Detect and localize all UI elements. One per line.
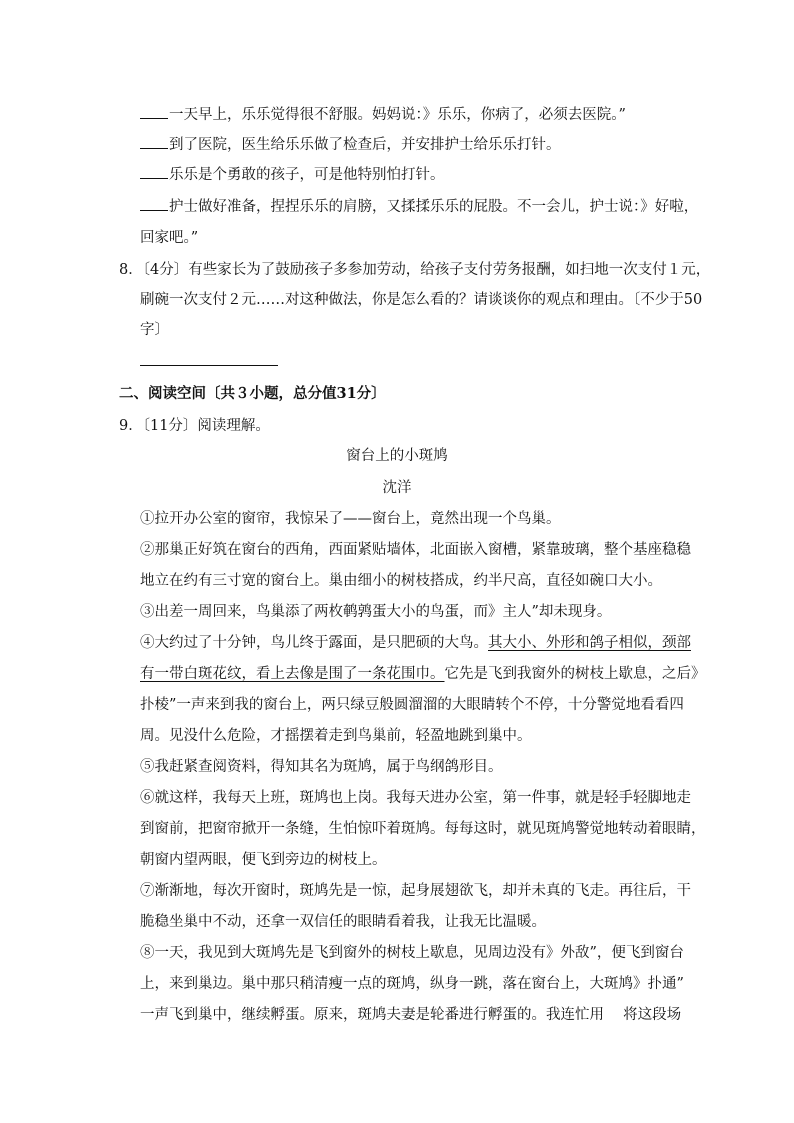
story-text: 一天早上，乐乐觉得很不舒服。妈妈说：》乐乐，你病了，必须去医院。”: [169, 107, 626, 123]
article-title: 窗台上的小斑鸠: [346, 448, 448, 464]
paragraph-8-line-3: 一声飞到巢中，继续孵蛋。原来，斑鸠夫妻是轮番进行孵蛋的。我连忙用 将这段场: [140, 1007, 682, 1023]
q9-label: 9．〔11分〕阅读理解。: [119, 418, 270, 434]
story-line-2: [140, 134, 561, 155]
fill-blank[interactable]: [140, 104, 168, 119]
q8-line-3: 字〕: [140, 322, 169, 338]
paragraph-2-line-2: 地立在约有三寸宽的窗台上。巢由细小的树枝搭成，约半尺高，直径如碗口大小。: [140, 573, 662, 589]
p4-text: ④大约过了十分钟，鸟儿终于露面，是只肥硕的大鸟。: [140, 635, 488, 651]
p4-underlined-text: 有一带白斑花纹，看上去像是围了一条花围巾。: [140, 666, 445, 682]
paragraph-2-line-1: ②那巢正好筑在窗台的西角，西面紧贴墙体，北面嵌入窗槽，紧靠玻璃，整个基座稳稳: [140, 542, 691, 558]
story-text: 护士做好准备，捏捏乐乐的肩膀，又揉揉乐乐的屁股。不一会儿，护士说：》好啦，: [169, 199, 699, 215]
p4-text: 它先是飞到我窗外的树枝上歇息，之后》: [444, 666, 706, 682]
story-line-5: 回家吧。”: [140, 230, 199, 246]
fill-blank[interactable]: [140, 164, 168, 179]
story-text: 乐乐是个勇敢的孩子，可是他特别怕打针。: [169, 167, 445, 183]
paragraph-4-line-1: [140, 633, 691, 653]
section-title: 二、阅读空间〔共３小题，总分值31分〕: [119, 385, 386, 402]
paragraph-6-line-3: 朝窗内望两眼，便飞到旁边的树枝上。: [140, 852, 387, 868]
story-line-1: [140, 104, 626, 125]
article-author: 沈洋: [382, 480, 412, 496]
story-line-3: [140, 164, 445, 185]
paragraph-5: ⑤我赶紧查阅资料，得知其名为斑鸠，属于鸟纲鸽形目。: [140, 759, 503, 775]
fill-blank[interactable]: [140, 196, 168, 211]
paragraph-3: ③出差一周回来，鸟巢添了两枚鹌鹑蛋大小的鸟蛋，而》主人”却未现身。: [140, 604, 612, 620]
paragraph-8-line-1: ⑧一天，我见到大斑鸠先是飞到窗外的树枝上歇息，见周边没有》外敌”，便飞到窗台: [140, 945, 684, 961]
paragraph-6-line-1: ⑥就这样，我每天上班，斑鸠也上岗。我每天进办公室，第一件事，就是轻手轻脚地走: [140, 790, 691, 806]
paragraph-4-line-2: [140, 664, 706, 684]
fill-blank[interactable]: [140, 134, 168, 149]
paragraph-6-line-2: 到窗前，把窗帘掀开一条缝，生怕惊吓着斑鸠。每每这时，就见斑鸠警觉地转动着眼睛，: [140, 821, 706, 837]
paragraph-1: ①拉开办公室的窗帘，我惊呆了——窗台上，竟然出现一个鸟巢。: [140, 511, 561, 527]
paragraph-7-line-2: 脆稳坐巢中不动，还拿一双信任的眼睛看着我，让我无比温暖。: [140, 914, 546, 930]
q8-line-2: 刷碗一次支付２元……对这种做法，你是怎么看的？请谈谈你的观点和理由。〔不少于50: [140, 292, 703, 308]
story-line-4: [140, 196, 698, 217]
paragraph-7-line-1: ⑦渐渐地，每次开窗时，斑鸠先是一惊，起身展翅欲飞，却并未真的飞走。再往后，干: [140, 883, 691, 899]
p4-underlined-text: 其大小、外形和鸽子相似，颈部: [488, 635, 691, 651]
paragraph-8-line-2: 上，来到巢边。巢中那只稍清瘦一点的斑鸠，纵身一跳，落在窗台上，大斑鸠》扑通”: [140, 976, 684, 992]
paragraph-4-line-3: 扑棱”一声来到我的窗台上，两只绿豆般圆溜溜的大眼睛转个不停，十分警觉地看看四: [140, 697, 684, 713]
q8-answer-line[interactable]: [140, 365, 278, 366]
story-text: 到了医院，医生给乐乐做了检查后，并安排护士给乐乐打针。: [169, 137, 561, 153]
paragraph-4-line-4: 周。见没什么危险，才摇摆着走到鸟巢前，轻盈地跳到巢中。: [140, 728, 532, 744]
q8-line-1: 8．〔4分〕有些家长为了鼓励孩子多参加劳动，给孩子支付劳务报酬，如扫地一次支付１元，: [119, 262, 711, 278]
